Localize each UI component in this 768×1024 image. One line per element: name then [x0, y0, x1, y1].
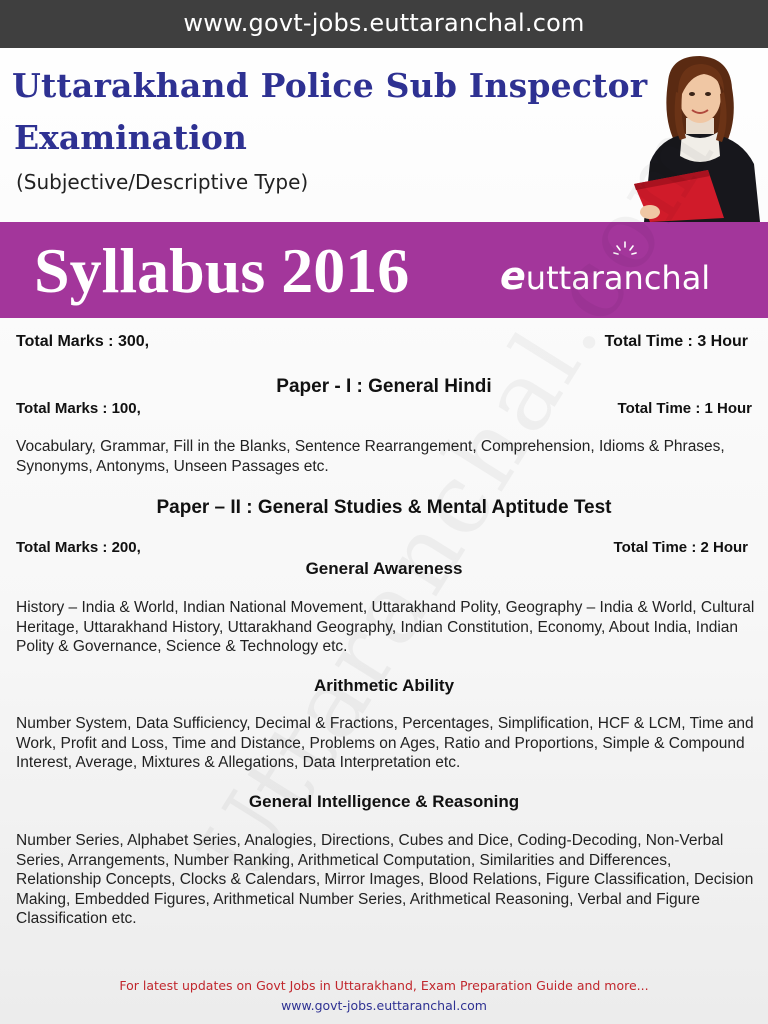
- exam-subtitle: (Subjective/Descriptive Type): [16, 170, 309, 194]
- paper2-heading: Paper – II : General Studies & Mental Aptitude Test: [156, 497, 612, 518]
- paper2-total-time: Total Time : 2 Hour: [613, 539, 748, 556]
- section-topics-general-awareness: History – India & World, Indian National Movement, Uttarakhand Polity, Geography – India & World, Cultural Heritage, Uttarakhand History, Uttarakhand Geography, Indian Constitution, Economy, About India, Indian Polity & Governance, Science & Technology etc.: [16, 599, 755, 655]
- logo-letter-e: e: [500, 254, 526, 298]
- section-topics-arithmetic-ability: Number System, Data Sufficiency, Decimal & Fractions, Percentages, Simplification, HCF & LCM, Time and Work, Profit and Loss, Time and Distance, Problems on Ages, Ratio and Proportions, Simple & Compound Interest, Average, Mixtures & Allegations, Data Interpretation etc.: [16, 715, 754, 771]
- paper1-topics: Vocabulary, Grammar, Fill in the Blanks, Sentence Rearrangement, Comprehension, Idioms & Phrases, Synonyms, Antonyms, Unseen Passages etc.: [16, 438, 725, 475]
- section-heading-general-awareness: General Awareness: [305, 559, 463, 578]
- section-heading-general-intelligence: General Intelligence & Reasoning: [248, 792, 520, 811]
- section-heading-arithmetic-ability: Arithmetic Ability: [313, 676, 455, 695]
- paper1-total-time: Total Time : 1 Hour: [617, 400, 752, 417]
- overall-total-time: Total Time : 3 Hour: [604, 333, 748, 350]
- overall-total-marks: Total Marks : 300,: [16, 333, 150, 350]
- banner-title: Syllabus 2016: [34, 235, 410, 306]
- logo-text: uttaranchal: [525, 259, 711, 297]
- footer-promo-text: For latest updates on Govt Jobs in Uttarakhand, Exam Preparation Guide and more...: [119, 978, 649, 993]
- paper2-total-marks: Total Marks : 200,: [16, 539, 141, 556]
- exam-title-line2: Examination: [14, 118, 247, 157]
- paper1-total-marks: Total Marks : 100,: [16, 400, 141, 417]
- exam-title-line1: Uttarakhand Police Sub Inspector: [12, 66, 648, 105]
- section-topics-general-intelligence: Number Series, Alphabet Series, Analogies, Directions, Cubes and Dice, Coding-Decoding, Non-Verbal Series, Arrangements, Number Ranking, Arithmetical Computation, Similarities and Differences, Relationship Concepts, Clocks & Calendars, Mirror Images, Blood Relations, Figure Classification, Decision Making, Embedded Figures, Arithmetical Number Series, Arithmetical Reasoning, Verbal and Figure Classification etc.: [16, 832, 754, 927]
- site-url-bar[interactable]: www.govt-jobs.euttaranchal.com: [0, 0, 768, 48]
- footer-site-link[interactable]: www.govt-jobs.euttaranchal.com: [281, 998, 487, 1013]
- paper1-heading: Paper - I : General Hindi: [276, 376, 492, 397]
